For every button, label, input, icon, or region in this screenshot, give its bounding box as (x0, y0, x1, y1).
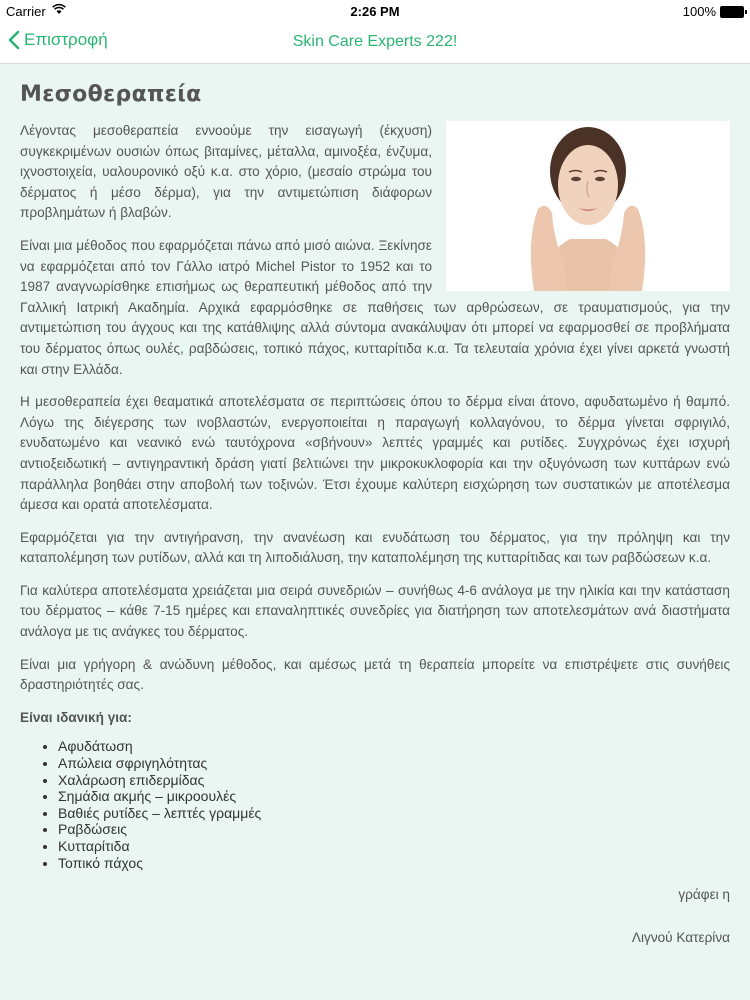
hero-image (446, 121, 730, 291)
article-paragraph: Είναι μια γρήγορη & ανώδυνη μέθοδος, και αμέσως μετά τη θεραπεία μπορείτε να επιστρέψετε στις συνήθεις δραστηριότητές σας. (20, 656, 730, 693)
back-button-label: Επιστροφή (24, 30, 108, 49)
article-title: Μεσοθεραπεία (20, 82, 202, 107)
battery-percent: 100% (682, 4, 716, 19)
ideal-list (20, 738, 730, 871)
ideal-heading: Είναι ιδανική για: (20, 709, 132, 725)
author-name: Λιγνού Κατερίνα (631, 929, 730, 945)
article-content (0, 64, 750, 1000)
list-item: • Αφυδάτωση (58, 738, 730, 755)
list-item: • Απώλεια σφριγηλότητας (58, 755, 730, 772)
article-paragraph: Λέγοντας μεσοθεραπεία εννοούμε την εισαγωγή (έκχυση) συγκεκριμένων ουσιών όπως βιταμίνες, μέταλλα, αμινοξέα, ένζυμα, ιχνοστοιχεία, υαλουρονικό οξύ κ.α. στο χόριο, (μεσαίο στρώμα του δέρματος ή μέσο δέρμα), για την αντιμετώπιση διάφορων προβλημάτων ή βλαβών. (20, 123, 432, 221)
article-paragraph: Εφαρμόζεται για την αντιγήρανση, την ανανέωση και ενυδάτωση του δέρματος, για την πρόληψη και την καταπολέμηση των ρυτίδων, αλλά και τη λιποδιάλυση, την καταπολέμηση της κυτταρίτιδας και των ραβδώσεων κ.α. (20, 529, 730, 566)
article-paragraph: Η μεσοθεραπεία έχει θεαματικά αποτελέσματα σε περιπτώσεις όπου το δέρμα είναι άτονο, αφυδατωμένο ή θαμπό. Λόγω της διέγερσης των ινοβλαστών, ενεργοποιείται η παραγωγή κολλαγόνου, το δέρμα γίνεται σφριγιλό, ενυδατωμένο και νεανικό ενώ ταυτόχρονα «σβήνουν» λεπτές γραμμές και ρυτίδες. Συγχρόνως έχει ισχυρή αντιοξειδωτική – αντιγηραντική δράση γιατί βελτιώνει την μικροκυκλοφορία και την οξυγόνωση των κυττάρων ενώ παράλληλα βοηθάει στην αποβολή των τοξινών. Έτσι έχουμε καλύτερη εισχώρηση των συστατικών με αποτέλεσμα άμεσα και ορατά αποτελέσματα. (20, 394, 730, 513)
list-item: • Σημάδια ακμής – μικροουλές (58, 788, 730, 805)
nav-title: Skin Care Experts 222! (292, 33, 458, 50)
list-item: • Βαθιές ρυτίδες – λεπτές γραμμές (58, 805, 730, 822)
list-item: • Χαλάρωση επιδερμίδας (58, 772, 730, 789)
list-item: • Κυτταρίτιδα (58, 838, 730, 855)
status-bar (0, 0, 750, 22)
status-time: 2:26 PM (350, 4, 400, 19)
list-item: • Τοπικό πάχος (58, 855, 730, 872)
list-item: • Ραβδώσεις (58, 821, 730, 838)
battery-icon (720, 6, 744, 18)
navigation-bar (0, 22, 750, 64)
carrier-label: Carrier (6, 4, 46, 19)
article-paragraph: Για καλύτερα αποτελέσματα χρειάζεται μια σειρά συνεδριών – συνήθως 4-6 ανάλογα με την ηλικία και την κατάσταση του δέρματος – κάθε 7-15 ημέρες και επαναληπτικές συνεδρίες για διατήρηση των αποτελεσμάτων ανά διαστήματα ανάλογα με τις ανάγκες του δέρματος. (20, 582, 730, 640)
signature-prefix: γράφει η (678, 887, 730, 903)
article-paragraph: Είναι μια μέθοδος που εφαρμόζεται πάνω από μισό αιώνα. Ξεκίνησε να εφαρμόζεται από τον Γάλλο ιατρό Michel Pistor το 1952 και το 1987 αναγνωρίσθηκε επισήμως ως θεραπευτική μέθοδος από την Γαλλική Ιατρική Ακαδημία. Αρχικά εφαρμόσθηκε σε παθήσεις των αρθρώσεων, σε τραυματισμούς, για την αντιμετώπιση του άγχους και της κατάθλιψης αλλά σύντομα ανακάλυψαν ότι μπορεί να εφαρμοσθεί σε προβλήματα του δέρματος όπως ουλές, ραβδώσεις, τοπικό πάχος, κυτταρίτιδα κ.α. Τα τελευταία χρόνια έχει γίνει αρκετά γνωστή και στην Ελλάδα. (20, 237, 730, 377)
